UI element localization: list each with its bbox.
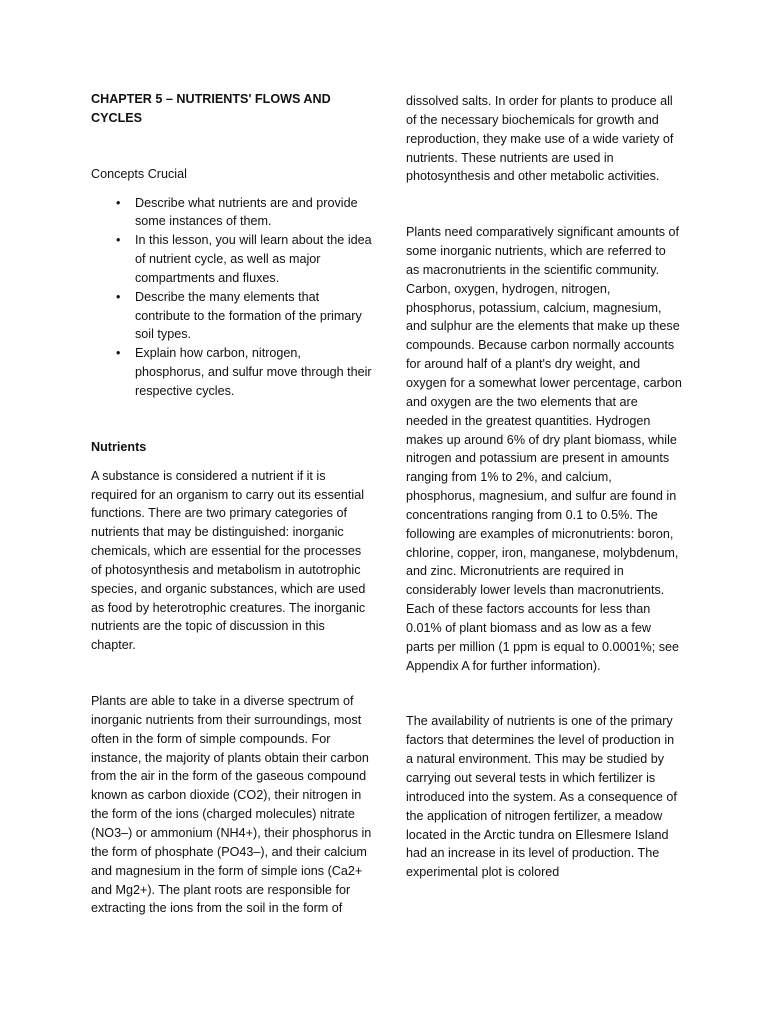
paragraph: The availability of nutrients is one of the primary factors that determines the level of production in a natural environment. This may be studied by carrying out several tests in which fertilizer is introduced into the system. As a consequence of the application of nitrogen fertilizer, a meadow located in the Arctic tundra on Ellesmere Island had an increase in its level of production. The experimental plot is colored [406, 714, 677, 880]
paragraph: Plants are able to take in a diverse spectrum of inorganic nutrients from their surroundings, most often in the form of simple compounds. For instance, the majority of plants obtain their carbon from the air in the form of the gaseous compound known as carbon dioxide (CO2), their nitrogen in the form of the ions (charged molecules) nitrate (NO3–) or ammonium (NH4+), their phosphorus in the form of phosphate (PO43–), and their calcium and magnesium in the form of simple ions (Ca2+ and Mg2+). The plant roots are responsible for extracting the ions from the soil in the form of [91, 694, 372, 916]
right-column [406, 92, 682, 882]
paragraph: Plants need comparatively significant amounts of some inorganic nutrients, which are referred to as macronutrients in the scientific community. Carbon, oxygen, hydrogen, nitrogen, phosphorus, potassium, calcium, magnesium, and sulphur are the elements that make up these compounds. Because carbon normally accounts for around half of a plant's dry weight, and oxygen for a somewhat lower percentage, carbon and oxygen are the two elements that are needed in the greatest quantities. Hydrogen makes up around 6% of dry plant biomass, while nitrogen and potassium are present in amounts ranging from 1% to 2%, and calcium, phosphorus, magnesium, and sulfur are found in concentrations ranging from 0.1 to 0.5%. The following are examples of micronutrients: boron, chlorine, copper, iron, manganese, molybdenum, and zinc. Micronutrients are required in considerably lower levels than macronutrients. Each of these factors accounts for less than 0.01% of plant biomass and as low as a few parts per million (1 ppm is equal to 0.0001%; see Appendix A for further information). [406, 225, 682, 673]
concept-text: Describe what nutrients are and provide some instances of them. [135, 195, 358, 229]
concept-text: Describe the many elements that contribute to the formation of the primary soil types. [135, 289, 362, 342]
paragraph: dissolved salts. In order for plants to produce all of the necessary biochemicals for growth and reproduction, they make use of a wide variety of nutrients. These nutrients are used in photosynthesis and other metabolic activities. [406, 94, 674, 184]
concept-text: In this lesson, you will learn about the idea of nutrient cycle, as well as major compartments and fluxes. [135, 233, 372, 285]
bullet-icon: • [116, 289, 121, 304]
nutrients-heading: Nutrients [91, 439, 147, 454]
concept-item [91, 288, 373, 345]
concept-item [91, 194, 373, 232]
paragraph: A substance is considered a nutrient if it is required for an organism to carry out its essential functions. There are two primary categories of nutrients that may be distinguished: inorganic chemicals, which are essential for the processes of photosynthesis and metabolism in autotrophic species, and organic substances, which are used as food by heterotrophic creatures. The inorganic nutrients are the topic of discussion in this chapter. [91, 468, 366, 653]
concepts-heading: Concepts Crucial [91, 166, 187, 181]
left-column [91, 90, 373, 918]
chapter-title: CHAPTER 5 – NUTRIENTS' FLOWS AND CYCLES [91, 92, 331, 125]
concepts-list [91, 194, 373, 401]
concept-item [91, 344, 373, 401]
concept-text: Explain how carbon, nitrogen, phosphorus, and sulfur move through their respective cycles. [135, 346, 372, 398]
concept-item [91, 231, 373, 288]
bullet-icon: • [116, 346, 121, 361]
bullet-icon: • [116, 233, 121, 248]
bullet-icon: • [116, 195, 121, 210]
